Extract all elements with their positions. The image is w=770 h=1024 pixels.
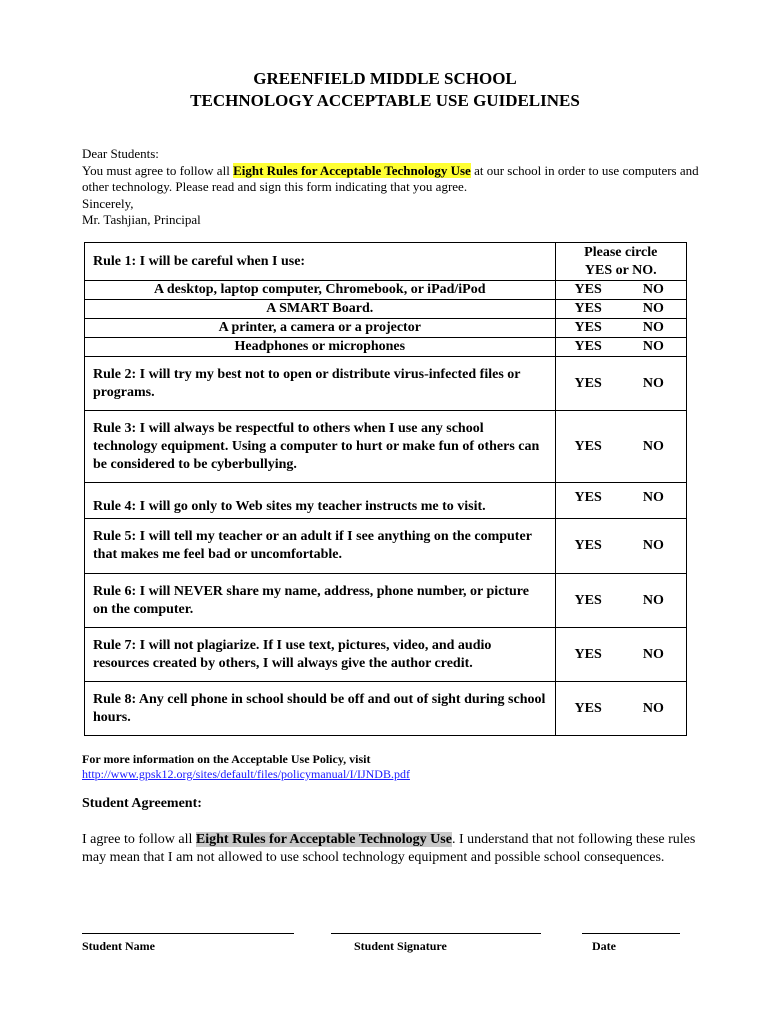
agreement-text	[82, 831, 697, 867]
highlighted-rules-title: Eight Rules for Acceptable Technology Use	[233, 162, 471, 178]
yes-option[interactable]: YES	[555, 574, 621, 628]
document-title: TECHNOLOGY ACCEPTABLE USE GUIDELINES	[190, 91, 580, 110]
no-option[interactable]: NO	[621, 300, 687, 319]
table-row	[85, 519, 687, 574]
table-row	[85, 574, 687, 628]
letter-body	[82, 163, 702, 196]
rule-1-item: A desktop, laptop computer, Chromebook, or iPad/iPod	[85, 281, 556, 300]
rule-4: Rule 4: I will go only to Web sites my teacher instructs me to visit.	[85, 483, 556, 519]
table-row	[85, 281, 687, 300]
table-row	[85, 628, 687, 682]
student-signature-label: Student Signature	[354, 939, 447, 953]
table-row	[85, 411, 687, 483]
no-option[interactable]: NO	[621, 411, 687, 483]
table-row	[85, 682, 687, 736]
intro-letter	[82, 146, 702, 229]
more-info	[82, 752, 410, 782]
table-row	[85, 300, 687, 319]
agreement-text-end: . I understand that not following these rules may mean that I am not allowed to use school technology equipment and possible school consequences.	[82, 832, 696, 865]
no-option[interactable]: NO	[621, 281, 687, 300]
closing: Sincerely,	[82, 195, 134, 211]
rule-1-item: Headphones or microphones	[85, 338, 556, 357]
rule-3: Rule 3: I will always be respectful to others when I use any school technology equipment. Using a computer to hurt or make fun of others can be considered to be cyberbullying.	[85, 411, 556, 483]
date-line[interactable]	[582, 933, 680, 934]
letter-body-end: at our school in order to use computers and other technology. Please read and sign this form indicating that you agree.	[82, 162, 699, 194]
table-row	[85, 243, 687, 281]
circle-header-line1: Please circle	[584, 244, 658, 260]
table-row	[85, 483, 687, 519]
rule-1-item: A printer, a camera or a projector	[85, 319, 556, 338]
no-option[interactable]: NO	[621, 628, 687, 682]
date-label: Date	[592, 939, 616, 953]
rule-1-item: A SMART Board.	[85, 300, 556, 319]
yes-option[interactable]: YES	[555, 682, 621, 736]
rule-5: Rule 5: I will tell my teacher or an adult if I see anything on the computer that makes me feel bad or uncomfortable.	[85, 519, 556, 574]
agreement-heading: Student Agreement:	[82, 796, 202, 811]
school-name: GREENFIELD MIDDLE SCHOOL	[253, 69, 517, 88]
table-row	[85, 357, 687, 411]
student-name-label: Student Name	[82, 939, 156, 953]
no-option[interactable]: NO	[621, 519, 687, 574]
table-row	[85, 319, 687, 338]
student-signature-line[interactable]	[331, 933, 541, 934]
no-option[interactable]: NO	[621, 357, 687, 411]
greeting: Dear Students:	[82, 146, 159, 161]
no-option[interactable]: NO	[621, 338, 687, 357]
no-option[interactable]: NO	[621, 682, 687, 736]
no-option[interactable]: NO	[621, 483, 687, 519]
more-info-text: For more information on the Acceptable Use Policy, visit	[82, 752, 371, 766]
no-option[interactable]: NO	[621, 319, 687, 338]
yes-option[interactable]: YES	[555, 483, 621, 519]
table-row	[85, 338, 687, 357]
rule-7: Rule 7: I will not plagiarize. If I use text, pictures, video, and audio resources created by others, I will always give the author credit.	[85, 628, 556, 682]
rule-8: Rule 8: Any cell phone in school should be off and out of sight during school hours.	[85, 682, 556, 736]
letter-body-start: You must agree to follow all	[82, 162, 234, 178]
rule-2: Rule 2: I will try my best not to open or distribute virus-infected files or programs.	[85, 357, 556, 411]
agreement-highlight: Eight Rules for Acceptable Technology Use	[195, 832, 452, 847]
yes-option[interactable]: YES	[555, 357, 621, 411]
yes-option[interactable]: YES	[555, 319, 621, 338]
yes-option[interactable]: YES	[555, 300, 621, 319]
yes-option[interactable]: YES	[555, 281, 621, 300]
policy-link[interactable]: http://www.gpsk12.org/sites/default/files/policymanual/I/IJNDB.pdf	[82, 767, 410, 781]
circle-header	[555, 243, 686, 281]
yes-option[interactable]: YES	[555, 338, 621, 357]
yes-option[interactable]: YES	[555, 628, 621, 682]
signer: Mr. Tashjian, Principal	[82, 212, 201, 227]
yes-option[interactable]: YES	[555, 411, 621, 483]
rules-table	[84, 242, 687, 736]
student-name-line[interactable]	[82, 933, 294, 934]
agreement-text-start: I agree to follow all	[82, 832, 196, 847]
circle-header-line2: YES or NO.	[584, 262, 657, 278]
rule-6: Rule 6: I will NEVER share my name, address, phone number, or picture on the computer.	[85, 574, 556, 628]
rule-1: Rule 1: I will be careful when I use:	[85, 243, 556, 281]
yes-option[interactable]: YES	[555, 519, 621, 574]
no-option[interactable]: NO	[621, 574, 687, 628]
